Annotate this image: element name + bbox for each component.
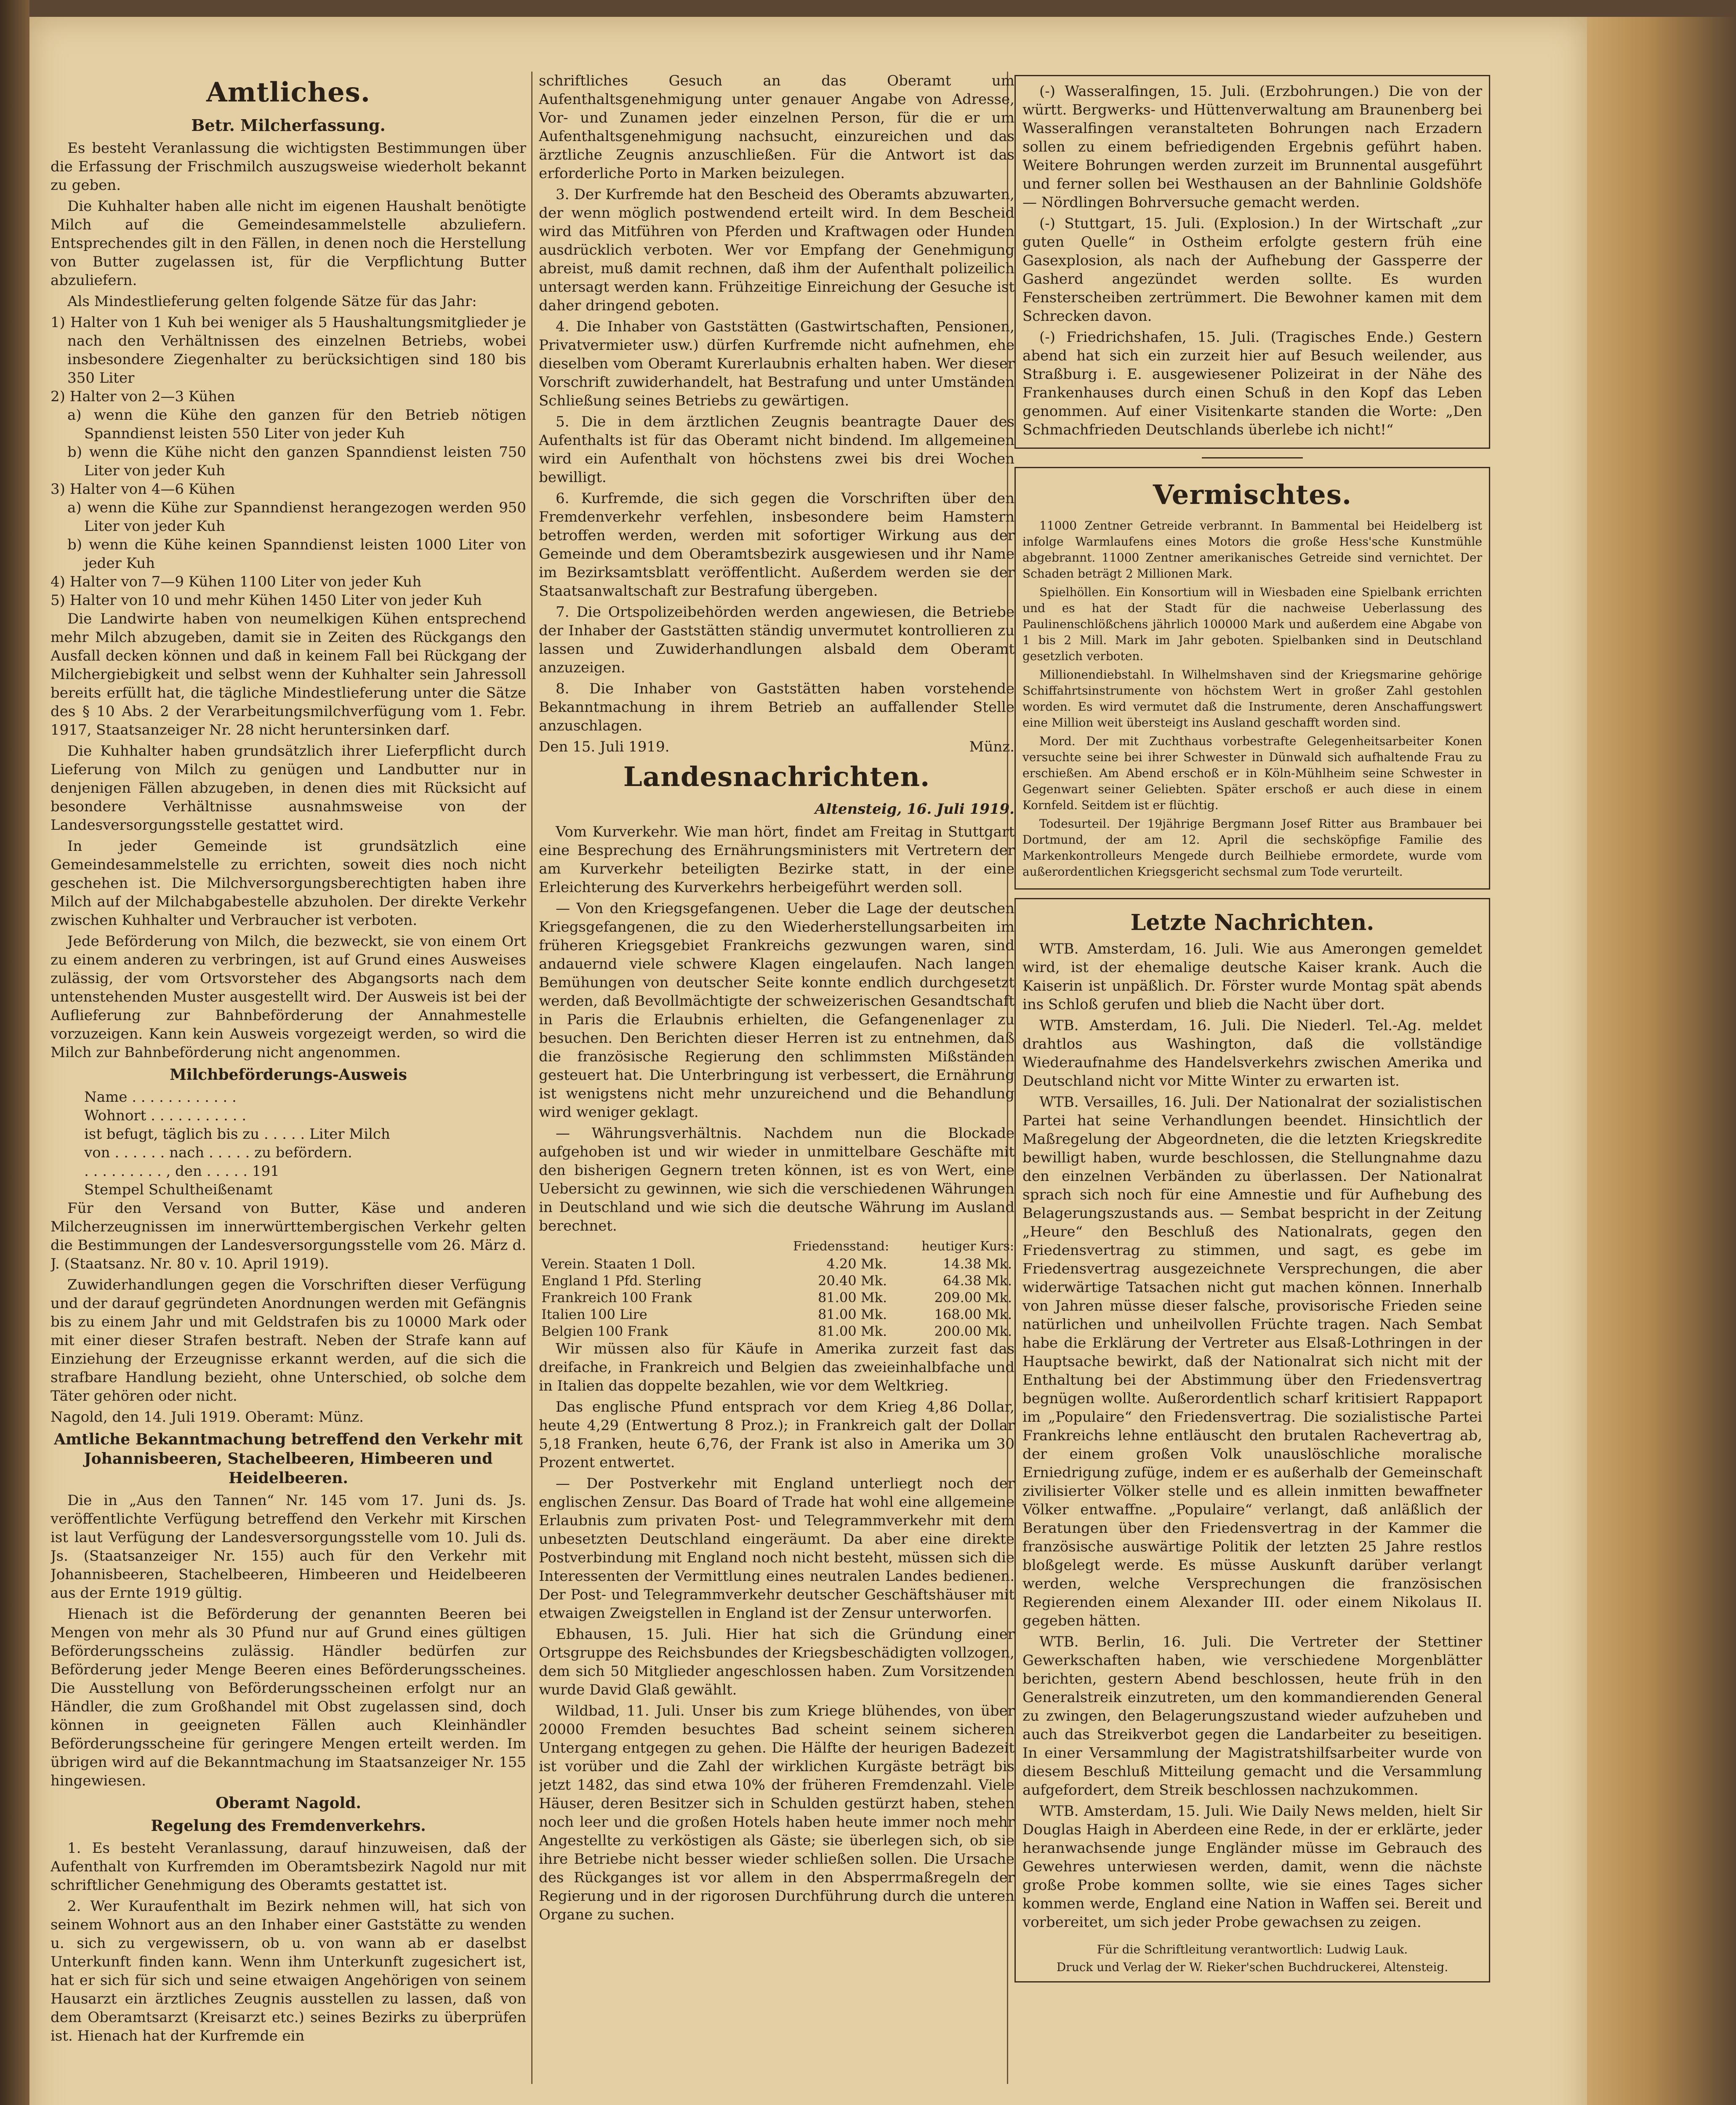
table-row xyxy=(539,1306,1014,1323)
miscellany-box xyxy=(1014,467,1490,890)
list-item: Mord. Der mit Zuchthaus vorbestrafte Gelegenheitsarbeiter Konen versuchte seine bei ihrer Schwester in Dünwald sich aufhaltende Frau zu erschießen. Am Abend erschoß er in Köln-Mühlheim seine Schwester in Gegenwart seiner Geliebten. Später erschoß er auch diese in einem Kornfeld. Seitdem ist er flüchtig. xyxy=(1022,734,1482,812)
table-row xyxy=(539,1272,1014,1289)
article-heading: Amtliche Bekanntmachung betreffend den Verkehr mit Johannisbeeren, Stachelbeeren, Himbeeren und Heidelbeeren. xyxy=(54,1431,523,1487)
article-heading: Betr. Milcherfassung. xyxy=(191,116,386,135)
column-3 xyxy=(1014,72,1490,2084)
peace-rate: 81.00 Mk. xyxy=(818,1323,887,1339)
paragraph: Wildbad, 11. Juli. Unser bis zum Kriege blühendes, von über 20000 Fremden besuchtes Bad scheint seinem sicheren Untergang entgegen zu gehen. Die Hälfte der heurigen Badezeit ist vorüber und die Zahl der wirklichen Kurgäste beträgt bis jetzt 1482, das sind etwa 10% der früheren Fremdenzahl. Viele Häuser, deren Besitzer sich in Schulden gestürzt haben, stehen noch leer und die großen Hotels haben heute immer noch mehr Angestellte zu verköstigen als Gäste; sie überlegen sich, ob sie ihre Betriebe nicht besser wieder schließen sollen. Die Ursache des Rückganges ist vor allem in den Absperrmaßregeln der Regierung und in der rigorosen Durchführung durch die unteren Organe zu suchen. xyxy=(539,1703,1014,1923)
current-rate: 200.00 Mk. xyxy=(934,1323,1012,1339)
paragraph: In jeder Gemeinde ist grundsätzlich eine Gemeindesammelstelle zu errichten, soweit dies noch nicht geschehen ist. Die Milchversorgungsberechtigten haben ihre Milch auf der Milchabgabestelle abzuholen. Der direkte Verkehr zwischen Kuhhalter und Verbraucher ist verboten. xyxy=(51,838,526,929)
column-header xyxy=(539,1238,760,1255)
form-heading: Milchbeförderungs-Ausweis xyxy=(170,1066,407,1084)
column-1 xyxy=(51,72,526,2084)
paragraph: Zuwiderhandlungen gegen die Vorschriften dieser Verfügung und der darauf gegründeten Anordnungen werden mit Gefängnis bis zu einem Jahr und mit Geldstrafen bis zu 10000 Mark oder mit einer dieser Strafen bestraft. Neben der Strafe kann auf Einziehung der Erzeugnisse erkannt werden, auf die sich die strafbare Handlung bezieht, ohne Unterschied, ob solche dem Täter gehören oder nicht. xyxy=(51,1276,526,1404)
paragraph: — Währungsverhältnis. Nachdem nun die Blockade aufgehoben ist und wir wieder in unmittelbare Geschäfte mit den bisherigen Gegnern treten können, ist es von Wert, eine Uebersicht zu gewinnen, wie sich die verschiedenen Währungen in Deutschland und wie sich die deutsche Währung im Ausland berechnet. xyxy=(539,1125,1014,1234)
imprint-publisher: Druck und Verlag der W. Rieker'schen Buchdruckerei, Altensteig. xyxy=(1056,1960,1448,1974)
peace-rate: 81.00 Mk. xyxy=(818,1290,887,1306)
paragraph: Jede Beförderung von Milch, die bezweckt, sie von einem Ort zu einem anderen zu verbringen, ist auf Grund eines Ausweises zulässig, der vom Ortsvorsteher des Abgangsorts nach dem untenstehenden Muster ausgestellt wird. Der Ausweis ist bei der Auflieferung zur Bahnbeförderung der Annahmestelle vorzuzeigen. Kann kein Ausweis vorgezeigt werden, so wird die Milch zur Bahnbeförderung nicht angenommen. xyxy=(51,933,526,1061)
currency-name: Italien 100 Lire xyxy=(541,1306,647,1322)
exchange-rate-table xyxy=(539,1238,1014,1340)
paragraph: (-) Wasseralfingen, 15. Juli. (Erzbohrungen.) Die von der württ. Bergwerks- und Hüttenverwaltung am Braunenberg bei Wasseralfingen veranstalteten Bohrungen nach Erzadern sollen zu einem befriedigenden Ergebnis geführt haben. Weitere Bohrungen werden zurzeit im Brunnental ausgeführt und ferner sollen bei Westhausen an der Bahnlinie Goldshöfe — Nördlingen Bohrversuche gemacht werden. xyxy=(1022,83,1482,211)
news-box xyxy=(1014,75,1490,449)
list-item: 11000 Zentner Getreide verbrannt. In Bammental bei Heidelberg ist infolge Warmlaufens eines Motors die große Hess'sche Kunstmühle abgebrannt. 11000 Zentner amerikanisches Getreide sind vernichtet. Der Schaden beträgt 2 Millionen Mark. xyxy=(1022,519,1482,581)
paragraph: 2. Wer Kuraufenthalt im Bezirk nehmen will, hat sich von seinem Wohnort aus an den Inhaber einer Gaststätte zu wenden u. sich zu vergewissern, ob u. von wann ab er daselbst Unterkunft finden kann. Wenn ihm Unterkunft zugesichert ist, hat er sich für sich und seine etwaigen Angehörigen von seinem Hausarzt ein ärztliches Zeugnis ausstellen zu lassen, daß von dem Oberamtsarzt (Kreisarzt etc.) seines Bezirks zu überprüfen ist. Hienach hat der Kurfremde ein xyxy=(51,1898,526,2044)
section-title-amtliches: Amtliches. xyxy=(206,77,371,108)
latest-news-box xyxy=(1014,898,1490,1982)
form-line: . . . . . . . . . , den . . . . . 191 xyxy=(84,1163,280,1180)
list-item: b) wenn die Kühe keinen Spanndienst leisten 1000 Liter von jeder Kuh xyxy=(67,536,526,572)
paragraph: 6. Kurfremde, die sich gegen die Vorschriften über den Fremdenverkehr verfehlen, insbesondere beim Hamstern betroffen werden, werden mit sofortiger Wirkung aus der Gemeinde und dem Oberamtsbezirk ausgewiesen und ihr Name im Bezirksamtsblatt veröffentlicht. Außerdem werden sie der Staatsanwaltschaft zur Bestrafung übergeben. xyxy=(539,490,1014,600)
form-line: Name . . . . . . . . . . . . xyxy=(84,1089,237,1106)
paragraph: Die Landwirte haben von neumelkigen Kühen entsprechend mehr Milch abzugeben, damit sie in Zeiten des Rückgangs den Ausfall decken können und daß in keinem Fall bei Rückgang der Milchergiebigkeit und selbst wenn der Kuhhalter sein Jahressoll bereits erfüllt hat, die tägliche Mindestlieferung unter die Sätze des § 10 Abs. 2 der Verarbeitungsmilchverfügung vom 1. Febr. 1917, Staatsanzeiger Nr. 28 nicht heruntersinken darf. xyxy=(51,610,526,738)
section-title-vermischtes: Vermischtes. xyxy=(1153,479,1352,511)
column-2 xyxy=(539,72,1014,2084)
paragraph: Ebhausen, 15. Juli. Hier hat sich die Gründung einer Ortsgruppe des Reichsbundes der Kriegsbeschädigten vollzogen, dem sich 50 Mitglieder angeschlossen haben. Zum Vorsitzenden wurde David Glaß gewählt. xyxy=(539,1626,1014,1698)
signature-line: Nagold, den 14. Juli 1919. Oberamt: Münz. xyxy=(51,1409,364,1426)
transport-permit-form xyxy=(51,1088,526,1199)
table-row xyxy=(539,1289,1014,1306)
list-item: Todesurteil. Der 19jährige Bergmann Josef Ritter aus Brambauer bei Dortmund, der am 12. April die sechsköpfige Familie des Markenkontrolleurs Mengede durch Beilhiebe ermordete, wurde vom außerordentlichen Kriegsgericht sechsmal zum Tode verurteilt. xyxy=(1022,817,1482,879)
signature-date: Den 15. Juli 1919. xyxy=(539,738,670,755)
paragraph: 8. Die Inhaber von Gaststätten haben vorstehende Bekanntmachung in ihrem Betrieb an auffallender Stelle anzuschlagen. xyxy=(539,680,1014,734)
column-rule xyxy=(531,72,533,2084)
paragraph: — Von den Kriegsgefangenen. Ueber die Lage der deutschen Kriegsgefangenen, die zu den Wiederherstellungsarbeiten im früheren Kriegsgebiet Frankreichs gezwungen waren, sind andauernd viele schwere Klagen eingelaufen. Nach langen Bemühungen von deutscher Seite konnte endlich durchgesetzt werden, daß Bevollmächtigte der schweizerischen Gesandtschaft in Paris die Erlaubnis erhielten, die Gefangenenlager zu besuchen. Den Berichten dieser Herren ist zu entnehmen, daß die französische Regierung den schlimmsten Mißständen gesteuert hat. Die Unterbringung ist verbessert, die Ernährung ist wenigstens nicht mehr unzureichend und die Behandlung wird weniger geklagt. xyxy=(539,900,1014,1121)
paragraph: — Der Postverkehr mit England unterliegt noch der englischen Zensur. Das Board of Trade hat wohl eine allgemeine Erlaubnis zum privaten Post- und Telegrammverkehr mit dem unbesetzten Deutschland eingeräumt. Da aber eine direkte Postverbindung mit England noch nicht besteht, müssen sich die Interessenten der Vermittlung eines neutralen Landes bedienen. Der Post- und Telegrammverkehr deutscher Geschäftshäuser mit etwaigen Zweigstellen in England ist der Zensur unterworfen. xyxy=(539,1475,1014,1622)
current-rate: 168.00 Mk. xyxy=(934,1306,1012,1322)
list-item: 5) Halter von 10 und mehr Kühen 1450 Liter von jeder Kuh xyxy=(51,592,482,609)
table-row xyxy=(539,1323,1014,1340)
section-title-letzte-nachrichten: Letzte Nachrichten. xyxy=(1130,910,1374,935)
list-item: WTB. Berlin, 16. Juli. Die Vertreter der Stettiner Gewerkschaften haben, wie verschiedene Morgenblätter berichten, gestern Abend beschlossen, heute früh in den Generalstreik einzutreten, um den kommandierenden General zu zwingen, den Belagerungszustand wieder aufzuheben und auch das Streikverbot gegen die Landarbeiter zu beseitigen. In einer Versammlung der Magistratshilfsarbeiter wurde von diesem Beschluß Mitteilung gemacht und die Versammlung aufgefordert, dem Streik beschlossen nachzukommen. xyxy=(1022,1633,1482,1799)
form-line: Stempel Schultheißenamt xyxy=(84,1181,273,1198)
list-item: Millionendiebstahl. In Wilhelmshaven sind der Kriegsmarine gehörige Schiffahrtsinstrumente von höchstem Wert in großer Zahl gestohlen worden. Es wird vermutet daß die Instrumente, deren Anschaffungswert eine Million weit übersteigt ins Ausland geschafft worden sind. xyxy=(1022,668,1482,730)
paragraph: Wir müssen also für Käufe in Amerika zurzeit fast das dreifache, in Frankreich und Belgien das zweieinhalbfache und in Italien das doppelte bezahlen, wie vor dem Weltkrieg. xyxy=(539,1340,1014,1394)
list-item: b) wenn die Kühe nicht den ganzen Spanndienst leisten 750 Liter von jeder Kuh xyxy=(67,444,526,479)
current-rate: 14.38 Mk. xyxy=(943,1256,1012,1272)
paragraph: (-) Friedrichshafen, 15. Juli. (Tragisches Ende.) Gestern abend hat sich ein zurzeit hier auf Besuch weilender, aus Straßburg i. E. ausgewiesener Polizeirat in der Nähe des Frankenhauses durch einen Schuß in den Kopf das Leben genommen. Auf einer Visitenkarte standen die Worte: „Den Schmachfrieden Deutschlands überlebe ich nicht!“ xyxy=(1022,329,1482,438)
paragraph: Als Mindestlieferung gelten folgende Sätze für das Jahr: xyxy=(67,293,477,310)
column-header: Friedensstand: xyxy=(793,1239,889,1254)
list-item: 1) Halter von 1 Kuh bei weniger als 5 Haushaltungsmitglieder je nach den Verhältnissen des einzelnen Betriebs, wobei insbesondere Ziegenhalter zu berücksichtigen sind 180 bis 350 Liter xyxy=(51,314,526,386)
list-item: WTB. Amsterdam, 16. Juli. Wie aus Amerongen gemeldet wird, ist der ehemalige deutsche Kaiser krank. Auch die Kaiserin ist unpäßlich. Dr. Förster wurde Montag spät abends ins Schloß gerufen und blieb die Nacht über dort. xyxy=(1022,941,1482,1013)
form-line: von . . . . . . nach . . . . . zu befördern. xyxy=(84,1144,352,1161)
form-line: Wohnort . . . . . . . . . . . xyxy=(84,1107,247,1124)
list-item: a) wenn die Kühe den ganzen für den Betrieb nötigen Spanndienst leisten 550 Liter von jeder Kuh xyxy=(67,407,526,442)
currency-name: Frankreich 100 Frank xyxy=(541,1290,692,1306)
paragraph: Für den Versand von Butter, Käse und anderen Milcherzeugnissen im innerwürttembergischen Verkehr gelten die Bestimmungen der Landesversorgungsstelle vom 26. März d. J. (Staatsanz. Nr. 80 v. 10. April 1919). xyxy=(51,1200,526,1272)
signature-line xyxy=(539,738,1014,756)
paragraph: Vom Kurverkehr. Wie man hört, findet am Freitag in Stuttgart eine Besprechung des Ernährungsministers mit Vertretern der am Kurverkehr beteiligten Bezirke statt, in der eine Erleichterung des Kurverkehrs herbeigeführt werden soll. xyxy=(539,823,1014,896)
paragraph: Hienach ist die Beförderung der genannten Beeren bei Mengen von mehr als 30 Pfund nur auf Grund eines gültigen Beförderungsscheins zulässig. Händler bedürfen zur Beförderung jeder Menge Beeren eines Beförderungsscheines. Die Ausstellung von Beförderungsscheinen erfolgt nur an Händler, die zum Großhandel mit Obst zugelassen sind, doch können in geeigneten Fällen auch Kleinhändler Beförderungsscheine für geringere Mengen erteilt werden. Im übrigen wird auf die Bekanntmachung im Staatsanzeiger Nr. 155 hingewiesen. xyxy=(51,1606,526,1789)
current-rate: 64.38 Mk. xyxy=(943,1273,1012,1289)
delivery-rates-list xyxy=(51,313,526,610)
peace-rate: 4.20 Mk. xyxy=(826,1256,887,1272)
article-subheading: Regelung des Fremdenverkehrs. xyxy=(151,1817,426,1835)
paragraph: 3. Der Kurfremde hat den Bescheid des Oberamts abzuwarten, der wenn möglich postwendend erteilt wird. In dem Bescheid wird das Mitführen von Pferden und Kraftwagen oder Hunden ausdrücklich verboten. Wer vor Empfang der Genehmigung abreist, muß damit rechnen, daß ihm der Aufenthalt polizeilich untersagt werden kann. Frühzeitige Einreichung der Gesuche ist daher dringend geboten. xyxy=(539,186,1014,314)
peace-rate: 20.40 Mk. xyxy=(818,1273,887,1289)
dateline: Altensteig, 16. Juli 1919. xyxy=(815,801,1014,818)
imprint-editor: Für die Schriftleitung verantwortlich: Ludwig Lauk. xyxy=(1097,1942,1408,1956)
currency-name: England 1 Pfd. Sterling xyxy=(541,1273,702,1289)
list-item: 2) Halter von 2—3 Kühen xyxy=(51,388,235,405)
section-title-landesnachrichten: Landesnachrichten. xyxy=(623,761,930,793)
current-rate: 209.00 Mk. xyxy=(934,1290,1012,1306)
separator-rule xyxy=(1202,457,1303,458)
table-row xyxy=(539,1255,1014,1272)
paragraph: Das englische Pfund entsprach vor dem Krieg 4,86 Dollar, heute 4,29 (Entwertung 8 Proz.); in Frankreich galt der Dollar 5,18 Franken, heute 6,76, der Frank ist also in Amerika um 30 Prozent entwertet. xyxy=(539,1399,1014,1471)
paragraph: Die in „Aus den Tannen“ Nr. 145 vom 17. Juni ds. Js. veröffentlichte Verfügung betreffend den Verkehr mit Kirschen ist laut Verfügung der Landesversorgungsstelle vom 10. Juli ds. Js. (Staatsanzeiger Nr. 155) auch für den Verkehr mit Johannisbeeren, Stachelbeeren, Himbeeren und Heidelbeeren aus der Ernte 1919 gültig. xyxy=(51,1492,526,1601)
paragraph: 4. Die Inhaber von Gaststätten (Gastwirtschaften, Pensionen, Privatvermieter usw.) dürfen Kurfremde nicht aufnehmen, ehe dieselben vom Oberamt Kurerlaubnis erhalten haben. Wer dieser Vorschrift zuwiderhandelt, hat Bestrafung und unter Umständen Schließung seines Betriebs zu gewärtigen. xyxy=(539,318,1014,409)
paragraph: Die Kuhhalter haben alle nicht im eigenen Haushalt benötigte Milch auf die Gemeindesammelstelle abzuliefern. Entsprechendes gilt in den Fällen, in denen noch die Herstellung von Butter zugelassen ist, für die Verpflichtung Butter abzuliefern. xyxy=(51,198,526,289)
article-heading: Oberamt Nagold. xyxy=(216,1794,361,1812)
paragraph: Die Kuhhalter haben grundsätzlich ihrer Lieferpflicht durch Lieferung von Milch zu genügen und Landbutter nur in denjenigen Fällen abzugeben, in denen dies mit Rücksicht auf besondere Verhältnisse ausnahmsweise von der Landesversorgungsstelle gestattet wird. xyxy=(51,743,526,834)
list-item: WTB. Versailles, 16. Juli. Der Nationalrat der sozialistischen Partei hat seine Verhandlungen beendet. Hinsichtlich der Maßregelung der Abgeordneten, die die letzten Kriegskredite bewilligt haben, wurde beschlossen, die Stellungnahme dazu den einzelnen Verbänden zu überlassen. Der Nationalrat sprach sich noch für eine Amnestie und für Aufhebung des Belagerungszustands aus. — Sembat bespricht in der Zeitung „Heure“ den Beschluß des Nationalrats, gegen den Friedensvertrag zu stimmen, und sagt, es gebe im Friedensvertrag ausgezeichnete Versprechungen, die aber widerwärtige Tatsachen nicht gut machen können. Innerhalb von Jahren müsse dieser falsche, provisorische Frieden seine natürlichen und unheilvollen Früchte tragen. Nach Sembat habe die Erklärung der Vertreter aus Elsaß-Lothringen in der Hauptsache bewirkt, daß der Nationalrat sich nicht mit der Enthaltung bei der Abstimmung über den Friedensvertrag begnügen wollte. Außerordentlich scharf kritisiert Rappaport im „Populaire“ den Friedensvertrag. Die sozialistische Partei Frankreichs lehne entläuscht den brutalen Rachevertrag ab, der einem großen Volk unauslöschliche moralische Erniedrigung zufüge, indem er es außerhalb der Gemeinschaft zivilisierter Völker stelle und es allein inmitten bewaffneter Völker entwaffne. „Populaire“ verlangt, daß anläßlich der Beratungen über den Friedensvertrag in der Kammer die französische auswärtige Politik der letzten 25 Jahre restlos bloßgelegt werde. Es müsse Auskunft darüber verlangt werden, welche Versprechungen die französischen Regierenden einem Alexander III. oder einem Nikolaus II. gegeben hätten. xyxy=(1022,1094,1482,1629)
book-spine xyxy=(1587,17,1736,2105)
peace-rate: 81.00 Mk. xyxy=(818,1306,887,1322)
table-header-row xyxy=(539,1238,1014,1255)
paragraph: 5. Die in dem ärztlichen Zeugnis beantragte Dauer des Aufenthalts ist für das Oberamt nicht bindend. Im allgemeinen wird ein Aufenthalt von höchstens zwei bis drei Wochen bewilligt. xyxy=(539,413,1014,486)
currency-name: Belgien 100 Frank xyxy=(541,1323,668,1339)
signature-name: Münz. xyxy=(969,738,1014,755)
currency-name: Verein. Staaten 1 Doll. xyxy=(541,1256,696,1272)
list-item: WTB. Amsterdam, 15. Juli. Wie Daily News melden, hielt Sir Douglas Haigh in Aberdeen eine Rede, in der er erklärte, jeder heranwachsende junge Engländer müsse im Gebrauch des Gewehres unterwiesen werden, damit, wenn die nächste große Probe kommen sollte, wie sie eines Tages sicher kommen werde, England eine Nation in Waffen sei. Bereit und vorbereitet, um sich jeder Probe gewachsen zu zeigen. xyxy=(1022,1803,1482,1931)
binding-left-edge xyxy=(0,0,29,2105)
list-item: Spielhöllen. Ein Konsortium will in Wiesbaden eine Spielbank errichten und es hat der Stadt für die nachweise Ueberlassung des Paulinenschlößchens jährlich 100000 Mark und außerdem eine Abgabe von 1 bis 2 Mill. Mark im Jahr geboten. Spielbanken sind in Deutschland gesetzlich verboten. xyxy=(1022,585,1482,663)
paragraph: 1. Es besteht Veranlassung, darauf hinzuweisen, daß der Aufenthalt von Kurfremden im Oberamtsbezirk Nagold nur mit schriftlicher Genehmigung des Oberamts gestattet ist. xyxy=(51,1840,526,1894)
column-header: heutiger Kurs: xyxy=(921,1239,1014,1254)
list-item: WTB. Amsterdam, 16. Juli. Die Niederl. Tel.-Ag. meldet drahtlos aus Washington, daß die vollständige Wiederaufnahme des Handelsverkehrs zwischen Amerika und Deutschland nicht vor Mitte Winter zu erwarten ist. xyxy=(1022,1017,1482,1090)
paragraph: schriftliches Gesuch an das Oberamt um Aufenthaltsgenehmigung unter genauer Angabe von Adresse, Vor- und Zunamen jeder einzelnen Person, für die er um Aufenthaltsgenehmigung nachsucht, einzureichen und das ärztliche Zeugnis anzuschließen. Für die Antwort ist das erforderliche Porto in Marken beizulegen. xyxy=(539,72,1014,182)
paragraph: Es besteht Veranlassung die wichtigsten Bestimmungen über die Erfassung der Frischmilch auszugsweise wiederholt bekannt zu geben. xyxy=(51,140,526,194)
paragraph: 7. Die Ortspolizeibehörden werden angewiesen, die Betriebe der Inhaber der Gaststätten ständig unvermutet kontrollieren zu lassen und Zuwiderhandlungen alsbald dem Oberamt anzuzeigen. xyxy=(539,604,1014,676)
list-item: 3) Halter von 4—6 Kühen xyxy=(51,481,235,498)
paragraph: (-) Stuttgart, 15. Juli. (Explosion.) In der Wirtschaft „zur guten Quelle“ in Ostheim erfolgte gestern früh eine Gasexplosion, als nach der Aufhebung der Gassperre der Gasherd angezündet werden sollte. Es wurden Fensterscheiben zertrümmert. Die Bewohner kamen mit dem Schrecken davon. xyxy=(1022,215,1482,325)
list-item: a) wenn die Kühe zur Spanndienst herangezogen werden 950 Liter von jeder Kuh xyxy=(67,499,526,535)
list-item: 4) Halter von 7—9 Kühen 1100 Liter von jeder Kuh xyxy=(51,573,422,590)
form-line: ist befugt, täglich bis zu . . . . . Liter Milch xyxy=(84,1126,390,1143)
